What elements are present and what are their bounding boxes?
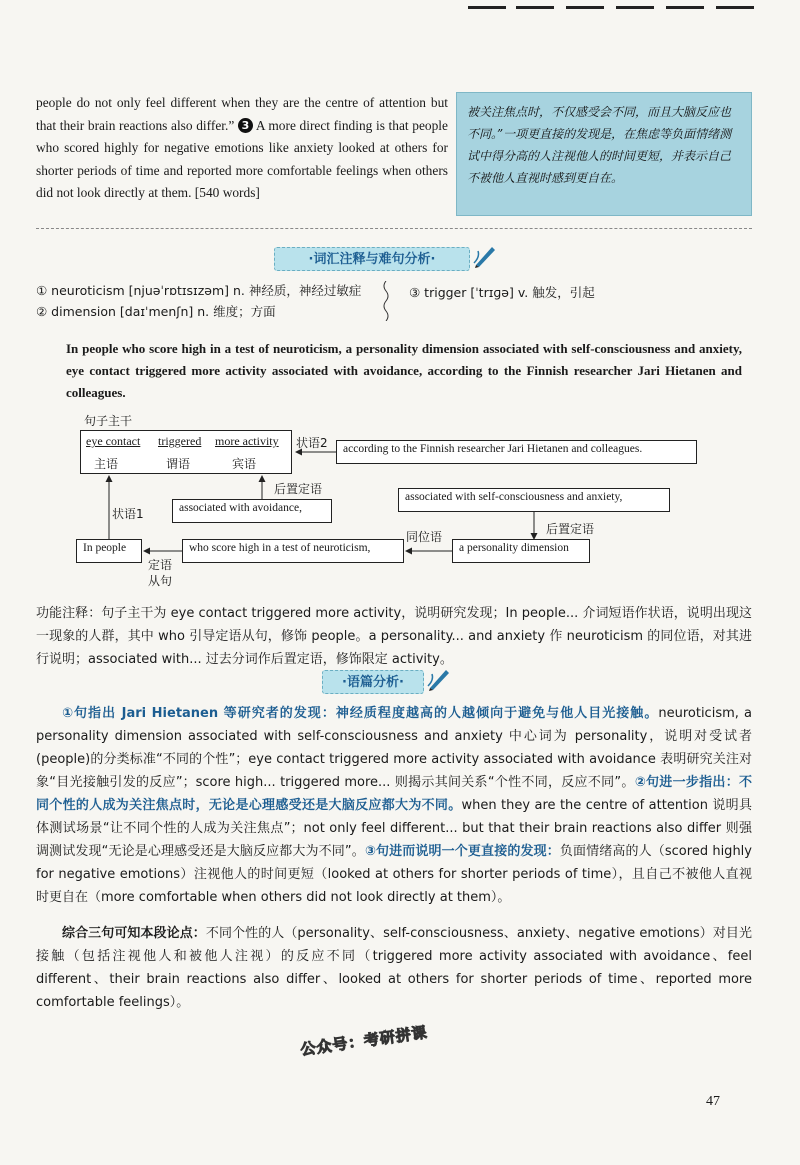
page-number: 47	[706, 1094, 720, 1109]
analysis-p2-highlight: ②句进一步指出：不同个性的人成为关注焦点时，无论是心理感受还是大脑反应都大为不同。	[36, 775, 752, 813]
vocab-item-3: ③ trigger [ˈtrɪɡə] v. 触发，引起	[409, 285, 595, 300]
analysis-p1-highlight: ①句指出 Jari Hietanen 等研究者的发现：神经质程度越高的人越倾向于避免与他人目光接触。	[62, 706, 659, 721]
subject-word: eye contact	[86, 434, 141, 448]
analysis-summary	[36, 922, 752, 1014]
sentence-marker-3: 3	[238, 118, 253, 133]
analysis-p2-body: when they are the centre of attention 说明具体测试场景“让不同个性的人成为关注焦点”；not only feel different... but that their brain reactions also differ 则强调测试发现“无论是心理感受还是大脑反应都大为不同”。	[36, 798, 752, 859]
top-rule-6	[716, 6, 754, 9]
passage-line1: people do not only feel different when they are the centre of attention but that their brain reactions also differ.”	[36, 95, 448, 133]
discourse-analysis	[36, 702, 752, 909]
verb-word: triggered	[158, 434, 202, 448]
key-sentence: In people who score high in a test of neuroticism, a personality dimension associated with self-consciousness and anxiety, eye contact triggered more activity associated with avoidance, according to the Finnish researcher Jari Hietanen and colleagues.	[66, 341, 742, 400]
summary-body: 不同个性的人（personality、self-consciousness、anxiety、negative emotions）对目光接触（包括注视他人和被他人注视）的反应不同（triggered more activity associated with avoidance、feel different、their brain reactions also differ、looked at others for shorter periods of time、reported more comfortable feelings）。	[36, 926, 752, 1010]
object-word: more activity	[215, 434, 279, 448]
vocab-item-2: ② dimension [daɪˈmenʃn] n. 维度；方面	[36, 304, 276, 319]
dashed-divider	[36, 228, 752, 229]
personality-dimension-box: a personality dimension	[452, 539, 590, 563]
top-rule-5	[666, 6, 704, 9]
top-rule-1	[468, 6, 506, 9]
function-note: 功能注释：句子主干为 eye contact triggered more activity，说明研究发现；In people... 介词短语作状语，说明出现这一现象的人群，其中 who 引导定语从句，修饰 people。a personality... and anxiety 作 neuroticism 的同位语，对其进行说明；associated with... 过去分词作后置定语，修饰限定 activity。	[36, 606, 752, 667]
vocab-banner: ·词汇注释与难句分析·	[274, 247, 470, 271]
relative-clause-label-1: 定语	[148, 558, 173, 572]
vocab-item-1: ① neuroticism [njuəˈrɒtɪsɪzəm] n. 神经质，神经过敏症	[36, 283, 362, 298]
wavy-separator	[381, 281, 391, 321]
analysis-p3-highlight: ③句进而说明一个更直接的发现：	[364, 844, 560, 859]
avoidance-box: associated with avoidance,	[172, 499, 332, 523]
appositive-label: 同位语	[406, 530, 443, 544]
verb-label: 谓语	[166, 457, 191, 471]
sentence-structure-diagram	[0, 408, 800, 598]
top-rule-4	[616, 6, 654, 9]
adverbial-2-box: according to the Finnish researcher Jari Hietanen and colleagues.	[336, 440, 697, 464]
pen-icon	[472, 243, 498, 269]
analysis-p1-body: neuroticism, a personality dimension associated with self-consciousness and anxiety 中心词为 personality，说明对受试者(people)的分类标准“不同的个性”；eye contact triggered more activity associated with avoidance 表明研究关注对象“目光接触引发的反应”；score high... triggered more... 则揭示其间关系“个性不同，反应不同”。	[36, 706, 753, 790]
adverbial-1-label: 状语1	[112, 507, 144, 521]
main-clause-label: 句子主干	[84, 414, 133, 428]
relative-clause-label-2: 从句	[148, 574, 173, 588]
who-score-box: who score high in a test of neuroticism,	[182, 539, 404, 563]
diagram-arrows	[0, 408, 800, 598]
analysis-banner: ·语篇分析·	[322, 670, 424, 694]
analysis-p3-body: 负面情绪高的人（scored highly for negative emotions）注视他人的时间更短（looked at others for shorter periods of time），且自己不被他人直视时更自在（more comfortable when others did not look directly at them）。	[36, 844, 752, 905]
top-rule-3	[566, 6, 604, 9]
translation-sidebox: 被关注焦点时，不仅感受会不同，而且大脑反应也不同。”一项更直接的发现是，在焦虑等负面情绪测试中得分高的人注视他人的时间更短，并表示自己不被他人直视时感到更自在。	[456, 92, 752, 216]
post-modifier-label: 后置定语	[274, 482, 323, 496]
summary-highlight: 综合三句可知本段论点：	[62, 926, 206, 941]
adverbial-2-label: 状语2	[296, 436, 328, 450]
post-modifier-2-label: 后置定语	[546, 522, 595, 536]
in-people-box: In people	[76, 539, 142, 563]
passage-line2: A more direct finding is that people who scored highly for negative emotions like anxiety looked at others for shorter periods of time and reported more comfortable feelings when others did not look directly at them. [540 words]	[36, 117, 448, 200]
object-label: 宾语	[232, 457, 257, 471]
pen-icon-2	[426, 666, 452, 692]
watermark: 公众号：考研拼课	[299, 1023, 429, 1059]
subject-label: 主语	[94, 457, 119, 471]
passage-text	[36, 92, 448, 205]
top-rule-2	[516, 6, 554, 9]
self-consciousness-box: associated with self-consciousness and anxiety,	[398, 488, 670, 512]
